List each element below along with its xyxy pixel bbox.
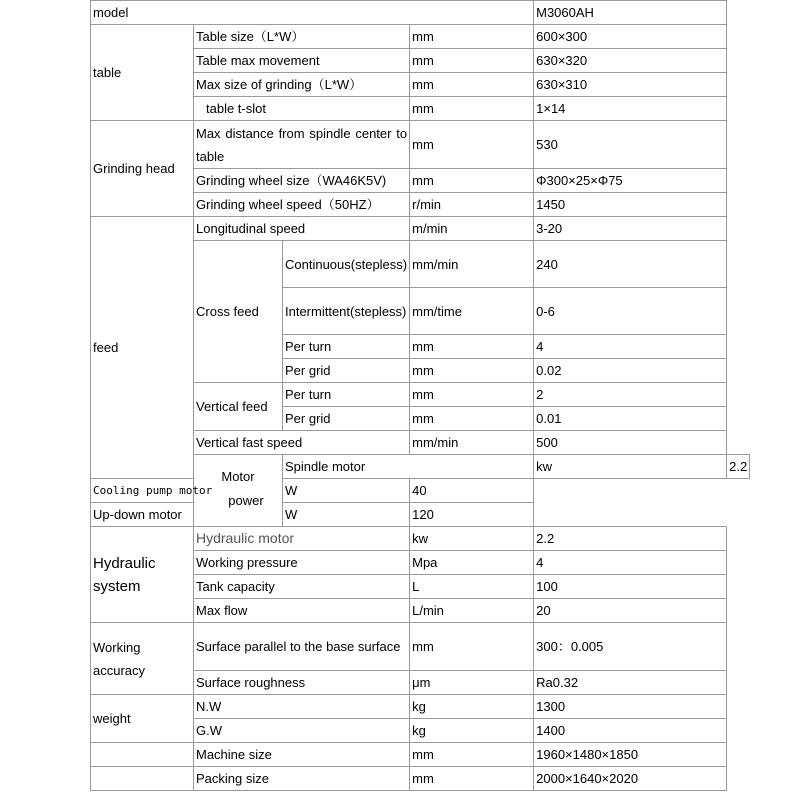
group-label-feed: feed [91,217,194,479]
item-name: Per grid [283,359,410,383]
value-cell: 1400 [534,719,727,743]
unit-cell: mm [410,767,534,791]
item-name: N.W [194,695,410,719]
model-label: model [91,1,534,25]
unit-cell: mm [410,743,534,767]
table-row [91,25,750,49]
unit-cell: mm [410,359,534,383]
value-cell: 0.02 [534,359,727,383]
item-name: Per turn [283,383,410,407]
value-cell: 630×310 [534,73,727,97]
item-name: Grinding wheel speed（50HZ） [194,193,410,217]
value-cell: Φ300×25×Φ75 [534,169,727,193]
value-cell: 40 [410,479,534,503]
table-row [91,217,750,241]
item-name: Cooling pump motor [91,479,283,503]
unit-cell: μm [410,671,534,695]
table-row [91,121,750,169]
table-row [91,503,750,527]
item-name: Spindle motor [283,455,534,479]
unit-cell: kw [410,527,534,551]
value-cell: 100 [534,575,727,599]
unit-cell: kw [534,455,727,479]
value-cell: 4 [534,551,727,575]
unit-cell: mm [410,25,534,49]
value-cell: 1×14 [534,97,727,121]
unit-cell: mm [410,383,534,407]
item-name: Tank capacity [194,575,410,599]
item-name: Working pressure [194,551,410,575]
item-name: table t-slot [194,97,410,121]
item-name: Hydraulic motor [194,527,410,551]
unit-cell: mm/time [410,288,534,335]
value-cell: 2.2 [727,455,750,479]
table-row [91,527,750,551]
value-cell: Ra0.32 [534,671,727,695]
motor-label-line1: Motor [221,469,255,484]
unit-cell: kg [410,719,534,743]
group-label-accuracy: Working accuracy [91,623,194,695]
value-cell: 2 [534,383,727,407]
empty-cell [91,743,194,767]
unit-cell: mm [410,623,534,671]
value-cell: 500 [534,431,727,455]
item-name: Surface roughness [194,671,410,695]
unit-cell: r/min [410,193,534,217]
empty-cell [91,767,194,791]
item-name: Max size of grinding（L*W） [194,73,410,97]
item-name: Packing size [194,767,410,791]
value-cell: 300：0.005 [534,623,727,671]
unit-cell: W [283,503,410,527]
item-name: Per turn [283,335,410,359]
table-row [91,695,750,719]
table-row [91,767,750,791]
value-cell: 240 [534,241,727,288]
unit-cell: mm [410,407,534,431]
unit-cell: Mpa [410,551,534,575]
value-cell: 0-6 [534,288,727,335]
subgroup-label-cross-feed: Cross feed [194,241,283,383]
item-name: Max flow [194,599,410,623]
unit-cell: mm/min [410,241,534,288]
value-cell: 120 [410,503,534,527]
item-name: G.W [194,719,410,743]
group-label-hydraulic: Hydraulic system [91,527,194,623]
unit-cell: mm [410,97,534,121]
item-name: Vertical fast speed [194,431,410,455]
value-cell: 530 [534,121,727,169]
unit-cell: mm [410,73,534,97]
value-cell: 0.01 [534,407,727,431]
item-name: Grinding wheel size（WA46K5V) [194,169,410,193]
value-cell: 1450 [534,193,727,217]
table-row [91,1,750,25]
unit-cell: mm/min [410,431,534,455]
value-cell: 630×320 [534,49,727,73]
unit-cell: L/min [410,599,534,623]
table-row [91,743,750,767]
value-cell: 2000×1640×2020 [534,767,727,791]
item-name: Continuous(stepless) [283,241,410,288]
motor-label-line2: power [228,493,264,508]
value-cell: 600×300 [534,25,727,49]
item-name: Table size（L*W） [194,25,410,49]
subgroup-label-vertical-feed: Vertical feed [194,383,283,431]
unit-cell: kg [410,695,534,719]
item-name: Longitudinal speed [194,217,410,241]
unit-cell: W [283,479,410,503]
item-name: Machine size [194,743,410,767]
item-name: Table max movement [194,49,410,73]
group-label-weight: weight [91,695,194,743]
unit-cell: L [410,575,534,599]
unit-cell: mm [410,121,534,169]
table-row [91,623,750,671]
value-cell: 20 [534,599,727,623]
table-row [91,479,750,503]
spec-table [90,0,750,791]
unit-cell: mm [410,169,534,193]
item-name: Surface parallel to the base surface [194,623,410,671]
item-name: Per grid [283,407,410,431]
value-cell: 1300 [534,695,727,719]
unit-cell: mm [410,335,534,359]
unit-cell: m/min [410,217,534,241]
value-cell: 4 [534,335,727,359]
unit-cell: mm [410,49,534,73]
group-label-table: table [91,25,194,121]
item-name: Max distance from spindle center to table [194,121,410,169]
value-cell: 3-20 [534,217,727,241]
item-name: Up-down motor [91,503,283,527]
item-name: Intermittent(stepless) [283,288,410,335]
group-label-grinding-head: Grinding head [91,121,194,217]
model-value: M3060AH [534,1,727,25]
value-cell: 1960×1480×1850 [534,743,727,767]
value-cell: 2.2 [534,527,727,551]
